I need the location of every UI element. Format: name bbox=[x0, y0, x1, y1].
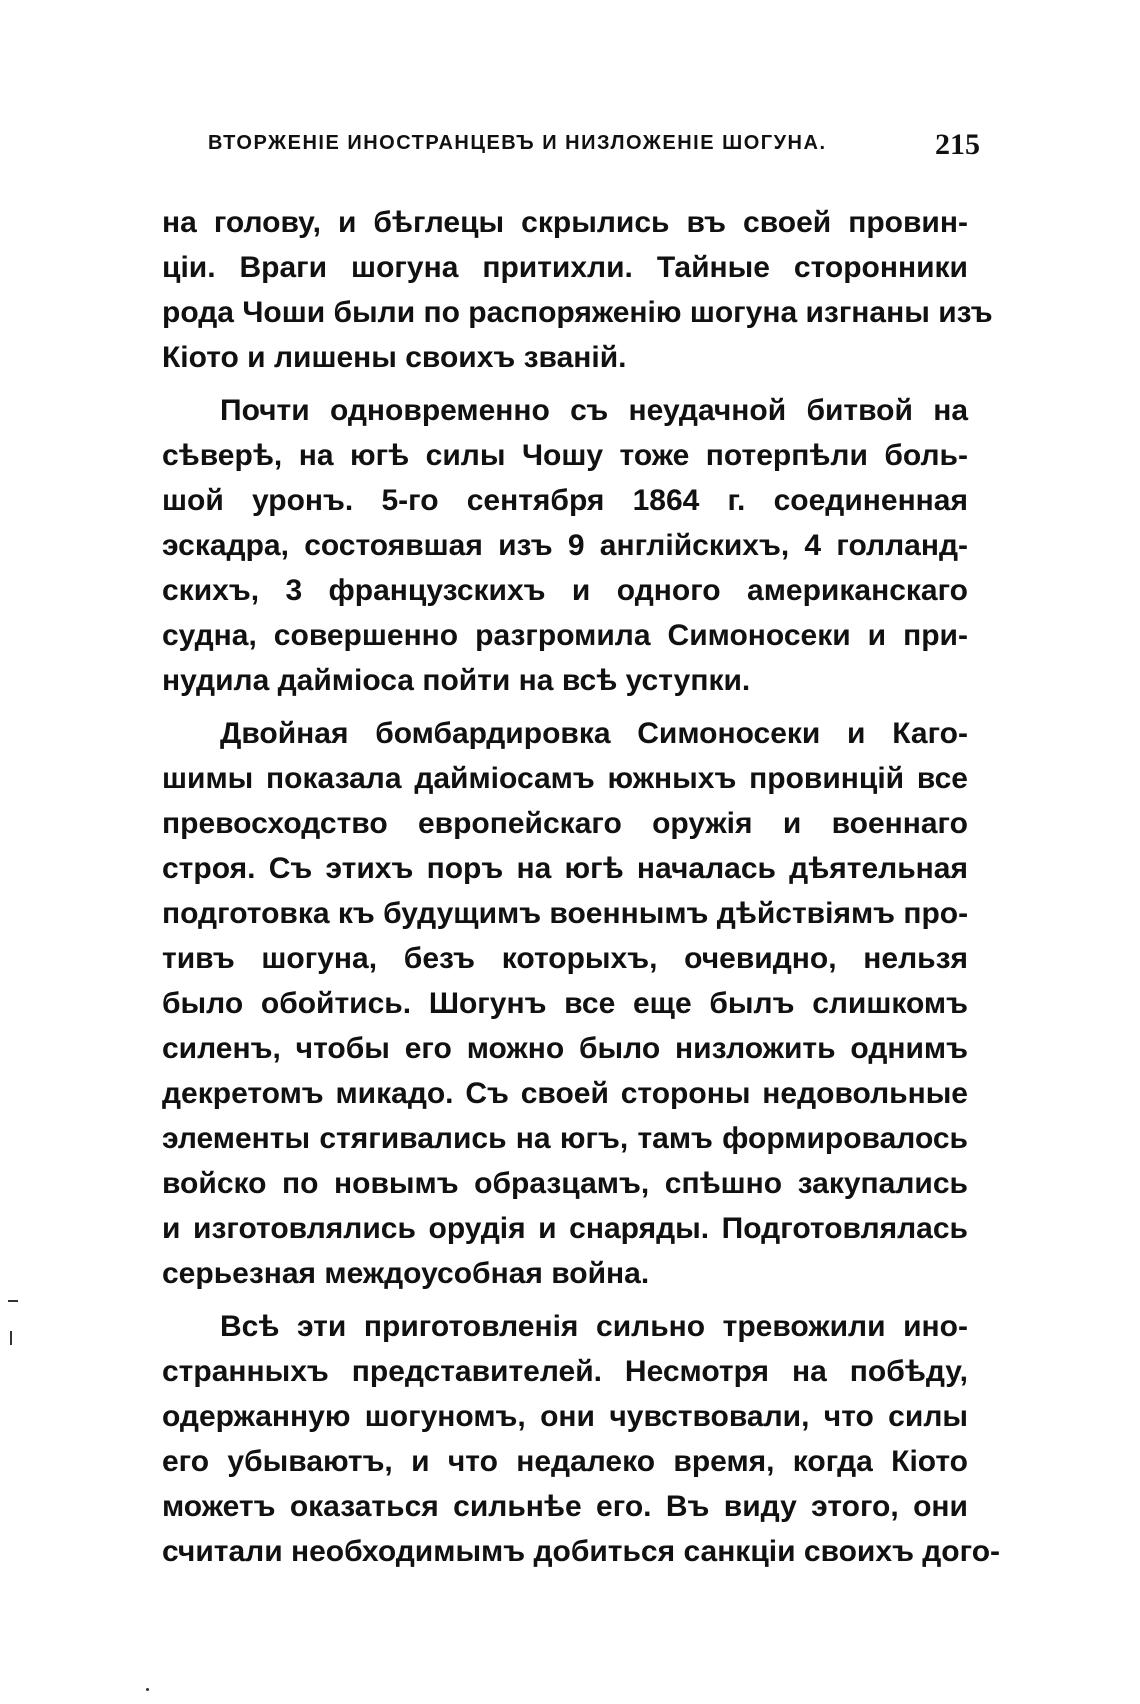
text-line: войско по новымъ образцамъ, спѣшно закупались bbox=[162, 1167, 968, 1200]
paragraph-1 bbox=[162, 200, 993, 380]
text-line: тивъ шогуна, безъ которыхъ, очевидно, нельзя bbox=[162, 942, 968, 975]
paragraph-3 bbox=[162, 711, 968, 1296]
text-line: ціи. Враги шогуна притихли. Тайные сторонники bbox=[162, 251, 968, 284]
text-line: скихъ, 3 французскихъ и одного американскаго bbox=[162, 574, 968, 607]
text-line: превосходство европейскаго оружія и военнаго bbox=[162, 807, 968, 840]
text-line: серьезная междоусобная война. bbox=[162, 1257, 650, 1290]
text-line: строя. Съ этихъ поръ на югѣ началась дѣятельная bbox=[162, 852, 968, 885]
text-line: странныхъ представителей. Несмотря на побѣду, bbox=[162, 1355, 968, 1388]
text-line: Почти одновременно съ неудачной битвой на bbox=[220, 394, 968, 427]
text-line: одержанную шогуномъ, они чувствовали, что силы bbox=[162, 1400, 968, 1433]
text-line: элементы стягивались на югъ, тамъ формировалось bbox=[162, 1122, 968, 1155]
text-line: сѣверѣ, на югѣ силы Чошу тоже потерпѣли боль- bbox=[162, 439, 968, 472]
scan-speck bbox=[8, 1300, 18, 1302]
paragraph-4 bbox=[162, 1304, 1001, 1574]
text-line: эскадра, состоявшая изъ 9 англійскихъ, 4 голланд- bbox=[162, 529, 968, 562]
text-line: его убываютъ, и что недалеко время, когда Кіото bbox=[162, 1445, 968, 1478]
running-title: ВТОРЖЕНІЕ ИНОСТРАНЦЕВЪ И НИЗЛОЖЕНІЕ ШОГУНА. bbox=[208, 132, 827, 154]
page-number: 215 bbox=[935, 128, 980, 161]
text-line: Двойная бомбардировка Симоносеки и Каго- bbox=[220, 717, 968, 750]
text-line: и изготовлялись орудія и снаряды. Подготовлялась bbox=[162, 1212, 968, 1245]
text-line: рода Чоши были по распоряженію шогуна изгнаны изъ bbox=[162, 296, 993, 329]
text-line: можетъ оказаться сильнѣе его. Въ виду этого, они bbox=[162, 1490, 968, 1523]
text-line: декретомъ микадо. Съ своей стороны недовольные bbox=[162, 1077, 968, 1110]
text-line: шимы показала даймiосамъ южныхъ провинцій все bbox=[162, 762, 968, 795]
text-line: подготовка къ будущимъ военнымъ дѣйствіямъ про- bbox=[162, 897, 969, 930]
text-line: считали необходимымъ добиться санкціи своихъ дого- bbox=[162, 1535, 1001, 1568]
text-line: было обойтись. Шогунъ все еще былъ слишкомъ bbox=[162, 987, 968, 1020]
scan-speck bbox=[146, 1688, 149, 1691]
text-line: на голову, и бѣглецы скрылись въ своей провин- bbox=[162, 206, 968, 239]
text-line: судна, совершенно разгромила Симоносеки и при- bbox=[162, 619, 968, 652]
text-line: шой уронъ. 5-го сентября 1864 г. соединенная bbox=[162, 484, 968, 517]
text-line: Кіото и лишены своихъ званій. bbox=[162, 341, 627, 374]
text-line: нудила дайміоса пойти на всѣ уступки. bbox=[162, 664, 751, 697]
scan-speck bbox=[10, 1331, 12, 1345]
running-head bbox=[208, 128, 980, 168]
text-line: силенъ, чтобы его можно было низложить однимъ bbox=[162, 1032, 968, 1065]
text-body bbox=[162, 200, 1001, 1574]
paragraph-2 bbox=[162, 388, 968, 703]
text-line: Всѣ эти приготовленія сильно тревожили ино- bbox=[220, 1310, 968, 1343]
